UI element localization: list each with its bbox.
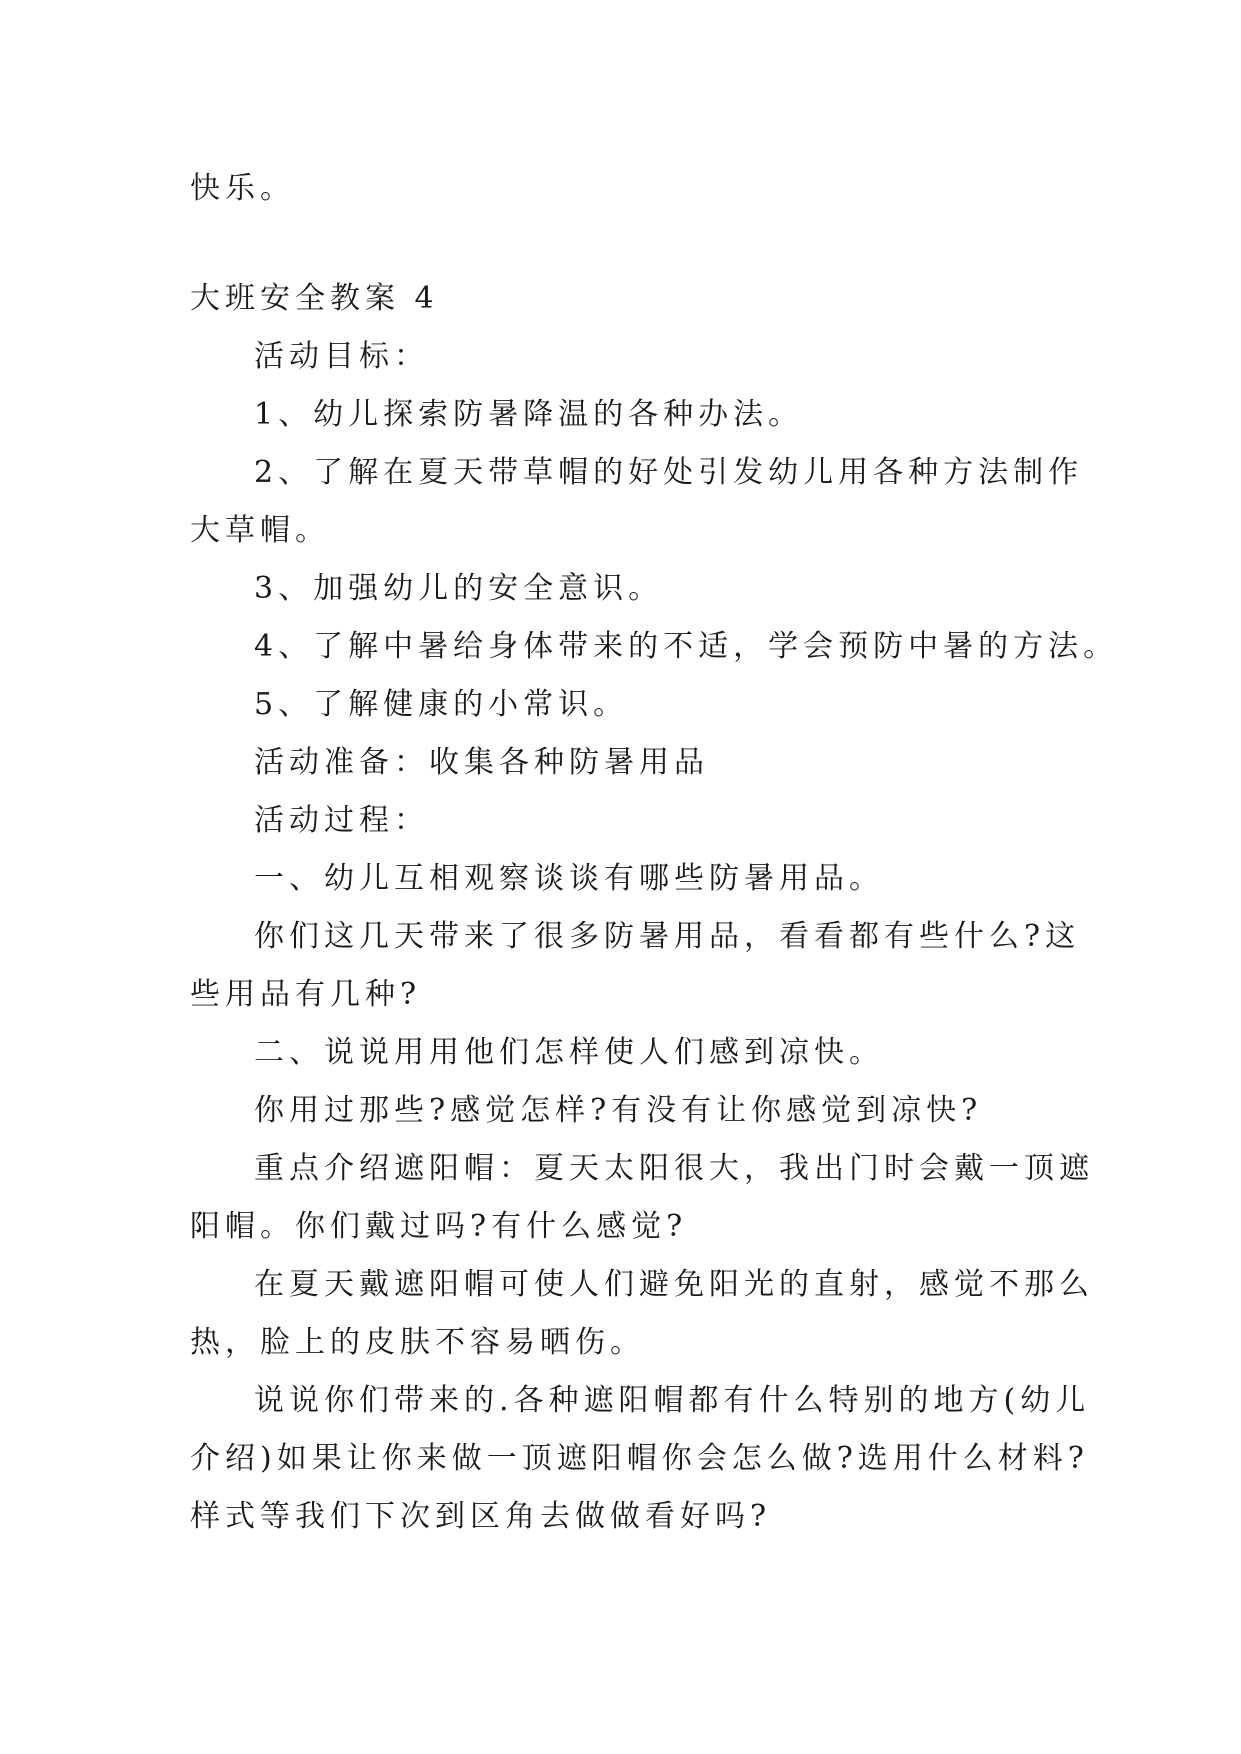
- paragraph-line: 阳帽。你们戴过吗?有什么感觉?: [190, 1209, 688, 1244]
- paragraph-gap: [190, 218, 1050, 270]
- goal-item-3: 3、加强幼儿的安全意识。: [254, 571, 664, 606]
- paragraph-line: 些用品有几种?: [190, 977, 422, 1012]
- section-heading-process: 活动过程：: [254, 803, 429, 838]
- section-title: 大班安全教案 4: [190, 281, 439, 316]
- goal-item-2-continued: 大草帽。: [190, 513, 330, 548]
- paragraph-line: 重点介绍遮阳帽：夏天太阳很大，我出门时会戴一顶遮: [254, 1151, 1094, 1186]
- goal-item-2: 2、了解在夏天带草帽的好处引发幼儿用各种方法制作: [254, 455, 1084, 490]
- paragraph-line: 在夏天戴遮阳帽可使人们避免阳光的直射，感觉不那么: [254, 1267, 1094, 1302]
- goal-item-4: 4、了解中暑给身体带来的不适，学会预防中暑的方法。: [254, 629, 1119, 664]
- process-step-2: 二、说说用用他们怎样使人们感到凉快。: [254, 1035, 884, 1070]
- paragraph-line: 说说你们带来的.各种遮阳帽都有什么特别的地方(幼儿: [254, 1383, 1091, 1418]
- paragraph-line: 你用过那些?感觉怎样?有没有让你感觉到凉快?: [254, 1093, 983, 1128]
- paragraph-line: 样式等我们下次到区角去做做看好吗?: [190, 1499, 772, 1534]
- paragraph-line: 你们这几天带来了很多防暑用品，看看都有些什么?这: [254, 919, 1081, 954]
- goal-item-5: 5、了解健康的小常识。: [254, 687, 629, 722]
- process-step-1: 一、幼儿互相观察谈谈有哪些防暑用品。: [254, 861, 884, 896]
- document-body: [190, 160, 1119, 1546]
- section-heading-preparation: 活动准备：收集各种防暑用品: [254, 745, 709, 780]
- goal-item-1: 1、幼儿探索防暑降温的各种办法。: [254, 397, 804, 432]
- paragraph-line: 介绍)如果让你来做一顶遮阳帽你会怎么做?选用什么材料?: [190, 1441, 1089, 1476]
- paragraph-line: 快乐。: [190, 171, 295, 206]
- paragraph-line: 热，脸上的皮肤不容易晒伤。: [190, 1325, 645, 1360]
- section-heading-goals: 活动目标：: [254, 339, 429, 374]
